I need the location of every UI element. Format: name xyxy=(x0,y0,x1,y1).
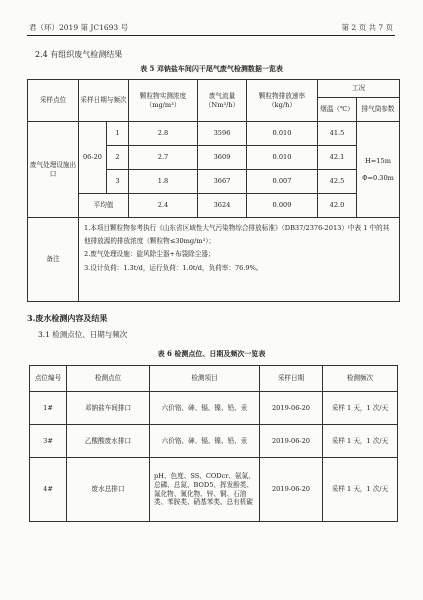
row-date: 2019-06-20 xyxy=(260,458,323,522)
temp-cell: 42.5 xyxy=(318,170,357,194)
rate-cell: 0.010 xyxy=(247,122,318,146)
th-items: 检测项目 xyxy=(150,366,260,392)
date-cell: 06-20 xyxy=(79,122,107,194)
th-flow: 废气流量（Nm³/h） xyxy=(198,80,247,122)
stack-diameter: Φ=0.30m xyxy=(362,173,394,182)
table6-caption: 表 6 检测点位、日期及频次一览表 xyxy=(157,349,266,358)
freq-cell: 1 xyxy=(107,122,129,146)
temp-cell: 41.5 xyxy=(318,122,357,146)
row-id: 4# xyxy=(30,458,67,522)
remarks-label: 备注 xyxy=(28,218,79,302)
freq-cell: 3 xyxy=(107,170,129,194)
flow-cell: 3609 xyxy=(198,146,247,170)
th-conc: 颗粒物实测浓度（mg/m³） xyxy=(129,80,198,122)
th-stack: 排气筒参数 xyxy=(357,98,400,122)
point-cell: 废气处理设施出口 xyxy=(28,122,79,218)
avg-label: 平均值 xyxy=(79,194,129,218)
row-items: 六价铬、砷、镉、镍、铅、汞 xyxy=(150,392,260,425)
th-id: 点位编号 xyxy=(30,366,67,392)
table5 xyxy=(27,79,400,302)
row-items: pH、色度、SS、CODcr、氨氮、总磷、总氮、BOD5、挥发酚类、氟化物、氰化物、锌、铜、石油类、苯胺类、硝基苯类、总有机碳 xyxy=(150,458,260,522)
avg-conc: 2.4 xyxy=(129,194,198,218)
row-freq: 采样 1 天，1 次/天 xyxy=(323,392,398,425)
note-2: 2.废气处理设施：旋风除尘器+布袋除尘器； xyxy=(84,250,215,259)
row-items: 六价铬、砷、镉、镍、铅、汞 xyxy=(150,425,260,458)
row-point: 乙酸酸废水排口 xyxy=(67,425,150,458)
rate-cell: 0.007 xyxy=(247,170,318,194)
page-number: 第 2 页 共 7 页 xyxy=(341,23,393,32)
temp-cell: 42.1 xyxy=(318,146,357,170)
report-number: 君（环）2019 第 JC1693 号 xyxy=(29,23,129,32)
conc-cell: 1.8 xyxy=(129,170,198,194)
rate-cell: 0.010 xyxy=(247,146,318,170)
th-point: 检测点位 xyxy=(67,366,150,392)
row-date: 2019-06-20 xyxy=(260,425,323,458)
row-date: 2019-06-20 xyxy=(260,392,323,425)
th-rate: 颗粒物排放速率（kg/h） xyxy=(247,80,318,122)
section-3-1-title: 3.1 检测点位、日期与频次 xyxy=(38,330,128,339)
remarks-content xyxy=(79,218,400,302)
row-freq: 采样 1 天，1 次/天 xyxy=(323,425,398,458)
row-point: 废水总排口 xyxy=(67,458,150,522)
section-2-4-title: 2.4 有组织废气检测结果 xyxy=(35,50,123,59)
th-date: 采样日期 xyxy=(260,366,323,392)
row-point: 邓钠盐车间排口 xyxy=(67,392,150,425)
th-temp: 烟温（℃） xyxy=(318,98,357,122)
conc-cell: 2.7 xyxy=(129,146,198,170)
table6 xyxy=(29,365,398,522)
avg-flow: 3624 xyxy=(198,194,247,218)
stack-height: H=15m xyxy=(365,156,391,165)
row-id: 1# xyxy=(30,392,67,425)
avg-rate: 0.009 xyxy=(247,194,318,218)
conc-cell: 2.8 xyxy=(129,122,198,146)
th-freq: 检测频次 xyxy=(323,366,398,392)
th-point: 采样点位 xyxy=(28,80,79,122)
note-3: 3.设计负荷：1.3t/d，运行负荷：1.0t/d，负荷率：76.9%。 xyxy=(84,263,263,272)
header-rule xyxy=(27,35,395,36)
th-cond: 工况 xyxy=(318,80,400,98)
flow-cell: 3596 xyxy=(198,122,247,146)
flow-cell: 3667 xyxy=(198,170,247,194)
row-id: 3# xyxy=(30,425,67,458)
th-date: 采样日期与频次 xyxy=(79,80,129,122)
note-1: 1.本项目颗粒物参考执行《山东省区域性大气污染物综合排放标准》（DB37/2376-2013）中表 1 中的其他排放源的排放浓度（颗粒物≤30mg/m³）； xyxy=(84,224,390,246)
freq-cell: 2 xyxy=(107,146,129,170)
avg-temp: 42.0 xyxy=(318,194,357,218)
table5-caption: 表 5 邓钠盐车间闪干尾气废气检测数据一览表 xyxy=(140,64,283,73)
stack-cell xyxy=(357,122,400,218)
row-freq: 采样 1 天，1 次/天 xyxy=(323,458,398,522)
section-3-title: 3.废水检测内容及结果 xyxy=(27,313,108,323)
